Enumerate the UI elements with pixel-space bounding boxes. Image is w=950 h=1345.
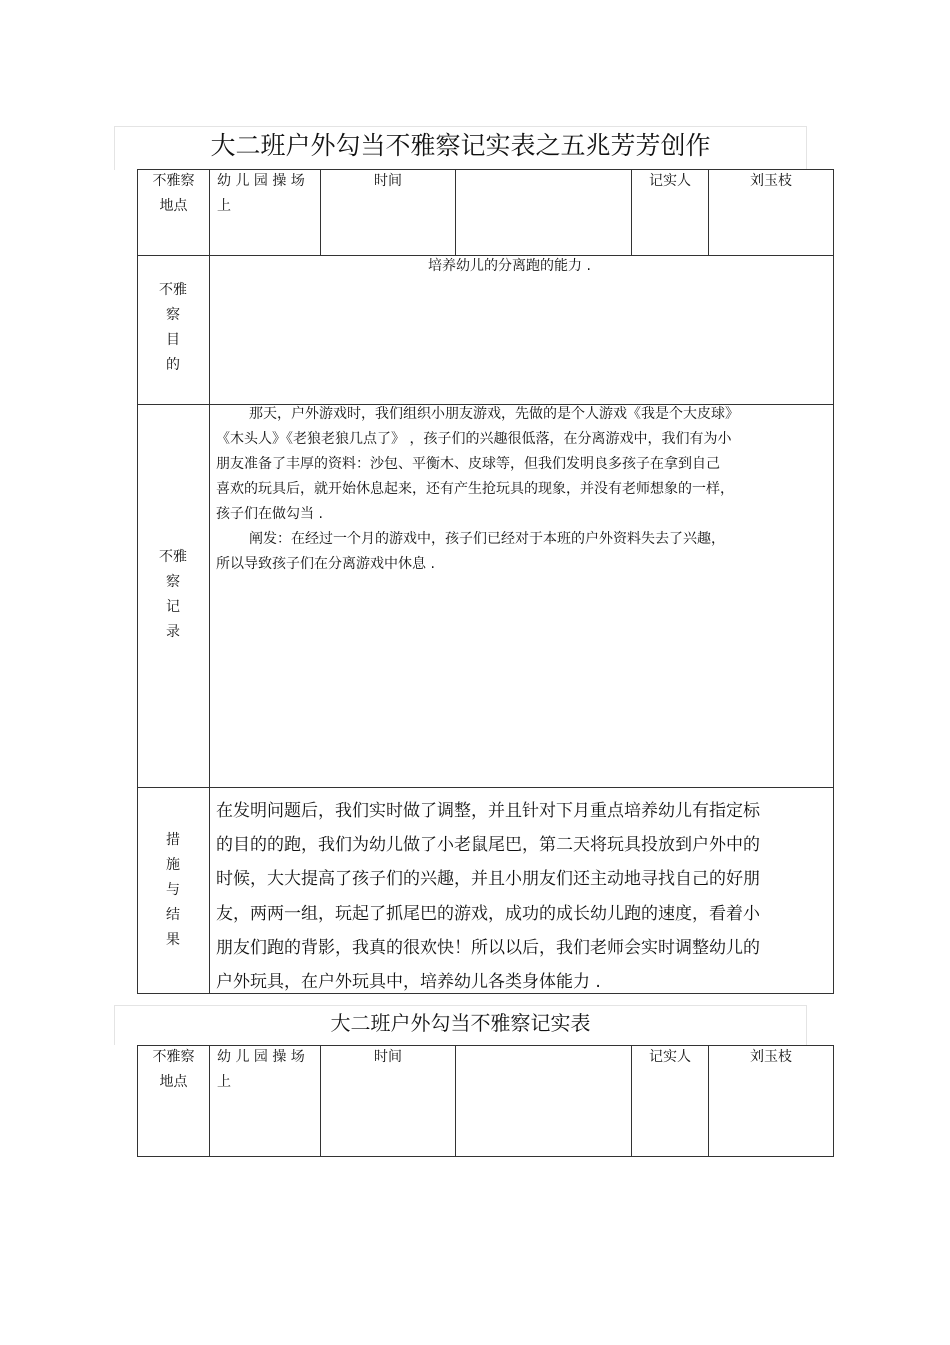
column-divider	[455, 169, 456, 256]
table-border-right	[833, 169, 834, 994]
location-label: 不雅察 地点	[152, 1049, 195, 1090]
time-label: 时间	[374, 173, 402, 189]
record-line: 那天，户外游戏时，我们组织小朋友游戏，先做的是个人游戏《我是个大皮球》	[249, 406, 739, 422]
purpose-label: 不雅 察 目 的	[159, 282, 187, 373]
measures-line: 朋友们跑的背影，我真的很欢快！所以以后，我们老师会实时调整幼儿的	[216, 938, 760, 958]
measures-line: 时候，大大提高了孩子们的兴趣，并且小朋友们还主动地寻找自己的好朋	[216, 869, 760, 889]
record-line: 孩子们在做勾当 .	[216, 506, 323, 522]
page-title-2: 大二班户外勾当不雅察记实表	[114, 1005, 807, 1045]
record-line: 阐发：在经过一个月的游戏中，孩子们已经对于本班的户外资料失去了兴趣，	[249, 531, 725, 547]
measures-line: 的目的的跑，我们为幼儿做了小老鼠尾巴，第二天将玩具投放到户外中的	[216, 835, 760, 855]
table-border-right	[833, 1045, 834, 1157]
column-divider	[455, 1045, 456, 1157]
record-line: 朋友准备了丰厚的资料：沙包、平衡木、皮球等，但我们发明良多孩子在拿到自己	[216, 456, 720, 472]
location-value: 幼 儿 园 操 场 上	[217, 1049, 305, 1090]
record-line: 《木头人》《老狼老狼几点了》 ，孩子们的兴趣很低落，在分离游戏中，我们有为小	[216, 431, 732, 447]
row-divider	[137, 787, 834, 788]
location-label: 不雅察 地点	[152, 173, 195, 214]
measures-line: 户外玩具，在户外玩具中，培养幼儿各类身体能力 .	[216, 972, 601, 992]
recorder-value: 刘玉枝	[750, 173, 792, 189]
record-label: 不雅 察 记 录	[159, 549, 187, 640]
column-divider	[209, 1045, 210, 1157]
measures-label: 措 施 与 结 果	[166, 832, 180, 948]
record-line: 所以导致孩子们在分离游戏中休息 .	[216, 556, 435, 572]
recorder-label: 记实人	[649, 173, 691, 189]
page-title: 大二班户外勾当不雅察记实表之五兆芳芳创作	[114, 126, 807, 170]
recorder-value: 刘玉枝	[750, 1049, 792, 1065]
table-border-bottom	[137, 1156, 834, 1157]
measures-line: 友，两两一组，玩起了抓尾巴的游戏，成功的成长幼儿跑的速度，看着小	[216, 904, 760, 924]
column-divider	[209, 169, 210, 994]
location-value: 幼 儿 园 操 场 上	[217, 173, 305, 214]
time-label: 时间	[374, 1049, 402, 1065]
measures-line: 在发明问题后，我们实时做了调整，并且针对下月重点培养幼儿有指定标	[216, 801, 760, 821]
recorder-label: 记实人	[649, 1049, 691, 1065]
purpose-text: 培养幼儿的分离跑的能力 .	[428, 258, 591, 274]
record-line: 喜欢的玩具后，就开始休息起来，还有产生抢玩具的现象，并没有老师想象的一样，	[216, 481, 734, 497]
